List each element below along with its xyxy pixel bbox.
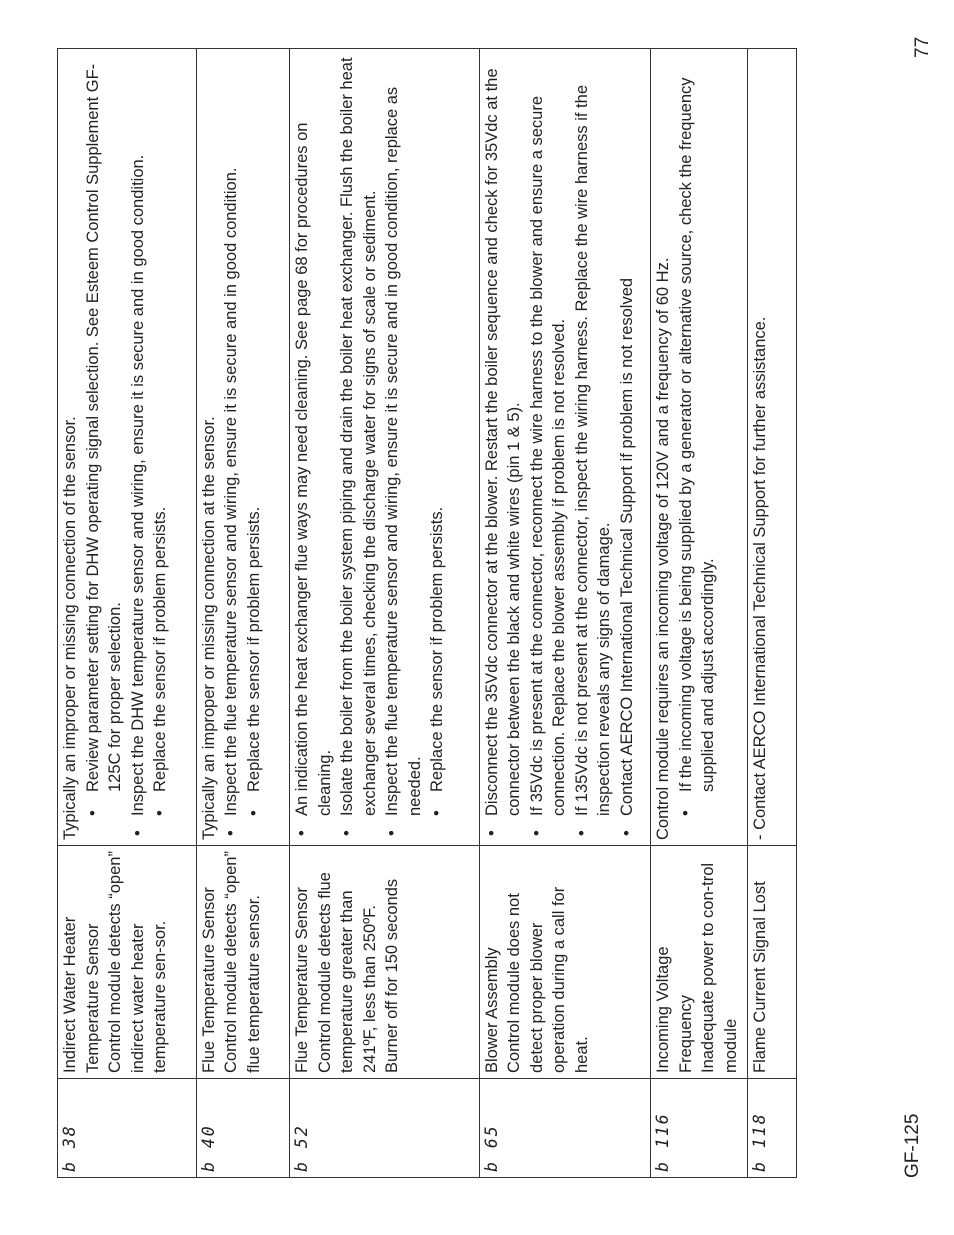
error-code-table-rotated xyxy=(57,48,797,1178)
error-code: b 118 xyxy=(748,1079,797,1178)
corrective-action xyxy=(290,49,480,846)
condition-line: Control module does not detect proper blower operation during a call for heat. xyxy=(505,886,591,1073)
condition-line: Control module detects flue temperature greater than 241ºF, less than 250ºF. Burner off for 150 seconds xyxy=(315,872,402,1073)
action-bullet: • Replace the sensor if problem persists. xyxy=(426,54,449,792)
condition-line: Flame Current Signal Lost xyxy=(751,881,770,1073)
document-id: GF-125 xyxy=(902,1113,923,1178)
error-condition xyxy=(651,846,748,1079)
action-bullet: • Disconnect the 35Vdc connector at the blower. Restart the boiler sequence and check for 35Vdc at the connector between the black and white wires (pin 1 & 5). xyxy=(481,54,526,816)
action-list xyxy=(127,54,150,840)
table-row xyxy=(290,49,480,1178)
error-code: b 40 xyxy=(196,1079,290,1178)
action-list xyxy=(426,54,449,840)
condition-line: Temperature Sensor xyxy=(83,923,102,1073)
corrective-action xyxy=(651,49,748,846)
action-bullet: • Inspect the flue temperature sensor and wiring, ensure it is secure and in good condition, replace as needed. xyxy=(381,54,426,816)
corrective-action xyxy=(196,49,290,846)
action-bullet: • Inspect the flue temperature sensor and wiring, ensure it is secure and in good condition. xyxy=(220,54,243,816)
table-row xyxy=(479,49,650,1178)
action-bullet: • Review parameter setting for DHW operating signal selection. See Esteem Control Supplement GF-125C for proper selection. xyxy=(82,54,127,792)
action-list xyxy=(149,54,172,840)
error-code: b 38 xyxy=(58,1079,197,1178)
table-row xyxy=(748,49,797,1178)
condition-line: Frequency xyxy=(676,995,695,1073)
condition-line: Blower Assembly xyxy=(482,947,501,1073)
action-list xyxy=(675,54,720,840)
action-bullet: • Replace the sensor if problem persists. xyxy=(243,54,266,792)
action-bullet: • Replace the sensor if problem persists. xyxy=(149,54,172,792)
condition-line: Incoming Voltage xyxy=(654,946,673,1073)
corrective-action xyxy=(748,49,797,846)
action-intro: - Contact AERCO International Technical Support for further assistance. xyxy=(751,316,770,840)
table-row xyxy=(196,49,290,1178)
action-bullet: • An indication the heat exchanger flue ways may need cleaning. See page 68 for procedures on cleaning. xyxy=(291,54,336,816)
error-condition xyxy=(290,846,480,1079)
action-bullet: • Contact AERCO International Technical Support if problem is not resolved xyxy=(616,54,639,816)
condition-line: Control module detects “open” flue temperature sensor. xyxy=(222,851,263,1073)
action-list xyxy=(291,54,426,840)
condition-line: Flue Temperature Sensor xyxy=(199,887,218,1073)
corrective-action xyxy=(58,49,197,846)
condition-line: Control module detects “open” indirect water heater temperature sen-sor. xyxy=(106,851,169,1073)
error-code: b 52 xyxy=(290,1079,480,1178)
condition-line: Indirect Water Heater xyxy=(61,916,79,1073)
action-intro: Control module requires an incoming voltage of 120V and a frequency of 60 Hz. xyxy=(654,257,673,840)
action-intro: Typically an improper or missing connection of the sensor. xyxy=(61,416,79,840)
action-list xyxy=(481,54,639,840)
error-code-table xyxy=(57,48,797,1178)
table-row xyxy=(651,49,748,1178)
error-code: b 116 xyxy=(651,1079,748,1178)
action-intro: Typically an improper or missing connection at the sensor. xyxy=(199,416,218,840)
condition-line: Flue Temperature Sensor xyxy=(293,887,312,1073)
error-code: b 65 xyxy=(479,1079,650,1178)
table-row xyxy=(58,49,197,1178)
action-bullet: • If 135Vdc is not present at the connector, inspect the wiring harness. Replace the wire harness if the inspection reveals any signs of damage. xyxy=(571,54,616,816)
error-condition xyxy=(196,846,290,1079)
action-list xyxy=(220,54,243,840)
error-condition xyxy=(748,846,797,1079)
action-bullet: • Inspect the DHW temperature sensor and wiring, ensure it is secure and in good condition. xyxy=(127,54,150,816)
error-condition xyxy=(479,846,650,1079)
action-list xyxy=(82,54,127,840)
action-bullet: • If the incoming voltage is being supplied by a generator or alternative source, check the frequency supplied and adjust accordingly. xyxy=(675,54,720,792)
action-list xyxy=(243,54,266,840)
corrective-action xyxy=(479,49,650,846)
condition-line: Inadequate power to con-trol module xyxy=(699,862,740,1073)
error-condition xyxy=(58,846,197,1079)
action-bullet: • Isolate the boiler from the boiler system piping and drain the boiler heat exchanger. Flush the boiler heat exchanger several times, checking the discharge water for signs of scale or sediment. xyxy=(336,54,381,816)
page-number: 77 xyxy=(912,36,933,58)
action-bullet: • If 35Vdc is present at the connector, reconnect the wire harness to the blower and ensure a secure connection. Replace the blower assembly if problem is not resolved. xyxy=(526,54,571,816)
